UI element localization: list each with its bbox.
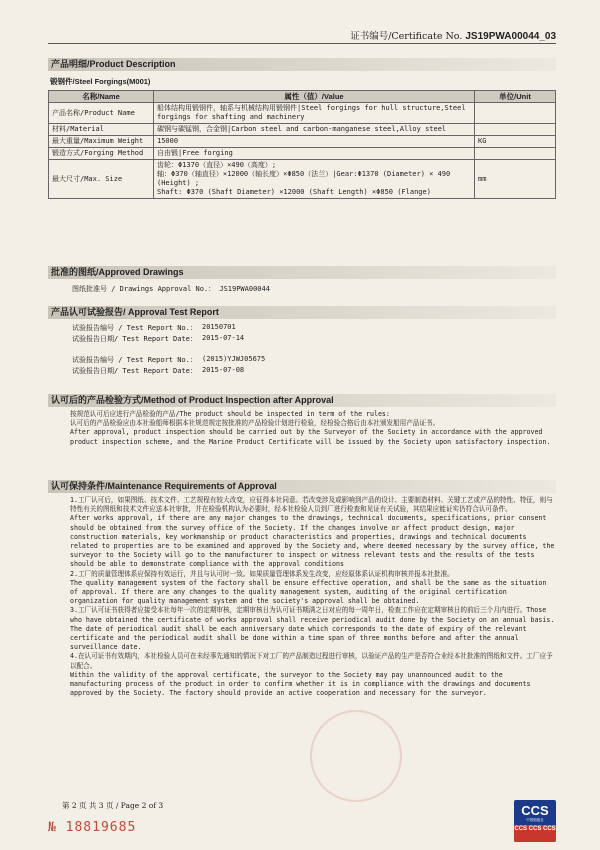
section-inspection-method: 认可后的产品检验方式/Method of Product Inspection after Approval: [48, 394, 556, 407]
row-value: 碳钢与碳锰钢，合金钢|Carbon steel and carbon-manganese steel,Alloy steel: [154, 124, 475, 136]
test-report-no-value: (2015)YJWJ05675: [202, 355, 266, 363]
row-name: 产品名称/Product Name: [49, 103, 154, 124]
row-name: 锻造方式/Forging Method: [49, 148, 154, 160]
inspection-text: 按规范认可后应进行产品检验的产品/The product should be inspected in term of the rules: 认可后的产品检验应由本社验船师根据本社规范规定按批准的产品检验计划进行检验，经检验合格后由本社颁发船用产品证书。 After approval, product inspection should be carried out by the Surveyor of the Society in accordance with the approved product inspection scheme, and the Marine Product Certificate will be issued by the Society upon satisfactory inspection.: [70, 410, 551, 446]
test-report-date-value: 2015-07-14: [202, 334, 245, 342]
table-row: [49, 103, 556, 124]
column-name: 名称/Name: [49, 91, 154, 103]
row-unit: [475, 103, 556, 124]
row-unit: [475, 124, 556, 136]
table-header-row: [49, 91, 556, 103]
row-unit: KG: [475, 136, 556, 148]
test-report-no-value: 20150701: [202, 323, 236, 331]
row-name: 最大尺寸/Max. Size: [49, 160, 154, 199]
test-report-no: [72, 323, 236, 333]
row-value: 齿轮：Φ1370（直径）×490（高度）; 轴：Φ370（轴直径）×12000（轴长度）×Φ850（法兰）|Gear:Φ1370 (Diameter) × 490 (Height) ; Shaft: Φ370 (Shaft Diameter) ×12000 (Shaft Length) ×Φ850 (Flange): [154, 160, 475, 199]
row-value: 船体结构用锻钢件，轴系与机械结构用锻钢件|Steel forgings for hull structure,Steel forgings for shafting and machinery: [154, 103, 475, 124]
table-row: [49, 148, 556, 160]
row-value: 自由锻|Free forging: [154, 148, 475, 160]
drawings-approval-line: 图纸批准号 / Drawings Approval No.： JS19PWA00044: [72, 285, 270, 293]
test-report-date-label: 试验报告日期/ Test Report Date：: [72, 335, 197, 343]
test-report-date: [72, 334, 245, 344]
ccs-logo: [514, 800, 556, 842]
page-indicator: 第 2 页 共 3 页 / Page 2 of 3: [62, 801, 164, 810]
section-approved-drawings: 批准的图纸/Approved Drawings: [48, 266, 556, 279]
table-row: [49, 136, 556, 148]
serial-number: № 18819685: [48, 820, 137, 835]
row-unit: [475, 148, 556, 160]
test-report-date-label: 试验报告日期/ Test Report Date：: [72, 367, 197, 375]
column-value: 属性（值）/Value: [154, 91, 475, 103]
ccs-logo-text: CCS: [521, 803, 549, 818]
column-unit: 单位/Unit: [475, 91, 556, 103]
ccs-logo-stripe: CCS CCS CCS: [514, 825, 556, 842]
table-row: [49, 160, 556, 199]
certificate-number-label: 证书编号/Certificate No.: [350, 31, 463, 42]
maintenance-text: 1.工厂认可后，如果图纸、技术文件、工艺规程有较大改变，应征得本社同意。若改变涉及或影响到产品的设计、主要制造材料、关键工艺或产品的特性、特征，则与特性有关的图纸和技术文件应送本社审批，并在检验机构认为必要时，经本社检验人员到厂进行检查和见证有关试验，其结果应能证实仍符合认可条件。 After works approval, if there are any major changes to the drawings, technical documents, specifications, prior consent should be obtained from the survey office of the Society. If the changes involve or affect product design, major construction materials, key workmanship or product characteristics and properties, drawings and technical documents related to properties are to be examined and approved by the Society and, where deemed necessary by the survey office, the surveyor to the Society will go to the manufacturer to inspect or witness relevant tests and the results of the tests should be able to demonstrate compliance with the approval conditions 2.工厂的质量管理体系应保持有效运行，并且与认可时一致。如果质量管理体系发生改变，应经原体系认证机构审核并报本社批准。 The quality management system of the factory shall be ensure effective operation, and shall be the same as the situation of approval. If there are any changes to the quality management system, auditing of the original certification organization for quality management system and the society's approval shall be obtained. 3.工厂认可证书获得者应接受本社每年一次的定期审核，定期审核日为认可证书期满之日对应的每一周年日，检查工作应在定期审核日的前后三个月内进行。Those who have obtained the certificate of works approval shall receive periodical audit done by the Society on an annual basis. The date of periodical audit shall be each anniversary date which corresponds to the date of expiry of the relevant certificate and the periodical audit shall be done within a time span of three months before and after the annual surveillance date. 4.在认可证书有效期内，本社检验人员可在未经事先通知的情况下对工厂的产品制造过程进行审核，以验证产品的生产是否符合业经本社批准的图纸和文件。工厂应予以配合。 Within the validity of the approval certificate, the surveyor to the Society may pay unannounced audit to the manufacturing process of the product in order to confirm whether it is in compliance with the drawings and documents approved by the Society. The factory should provide an active cooperation and necessary for the surveyor.: [70, 496, 555, 698]
section-approval-test-report: 产品认可试验报告/ Approval Test Report: [48, 306, 556, 319]
test-report-no-label: 试验报告编号 / Test Report No.：: [72, 356, 197, 364]
product-table: [48, 90, 556, 199]
side-seal-watermark: [560, 405, 590, 535]
row-name: 最大重量/Maximum Weight: [49, 136, 154, 148]
ccs-logo-subtext: 中国船级社: [526, 818, 544, 822]
certificate-number-header: [350, 28, 556, 42]
test-report-no-label: 试验报告编号 / Test Report No.：: [72, 324, 197, 332]
row-name: 材料/Material: [49, 124, 154, 136]
header-rule: [48, 43, 556, 44]
faint-seal-stamp: [310, 710, 402, 802]
test-report-date: [72, 366, 245, 376]
product-subtitle: 锻钢件/Steel Forgings(M001): [50, 77, 151, 86]
section-product-description: 产品明细/Product Description: [48, 58, 556, 71]
section-maintenance-requirements: 认可保持条件/Maintenance Requirements of Approval: [48, 480, 556, 493]
certificate-number: JS19PWA00044_03: [465, 31, 556, 42]
row-unit: mm: [475, 160, 556, 199]
test-report-date-value: 2015-07-08: [202, 366, 245, 374]
test-report-no: [72, 355, 266, 365]
row-value: 15000: [154, 136, 475, 148]
table-row: [49, 124, 556, 136]
